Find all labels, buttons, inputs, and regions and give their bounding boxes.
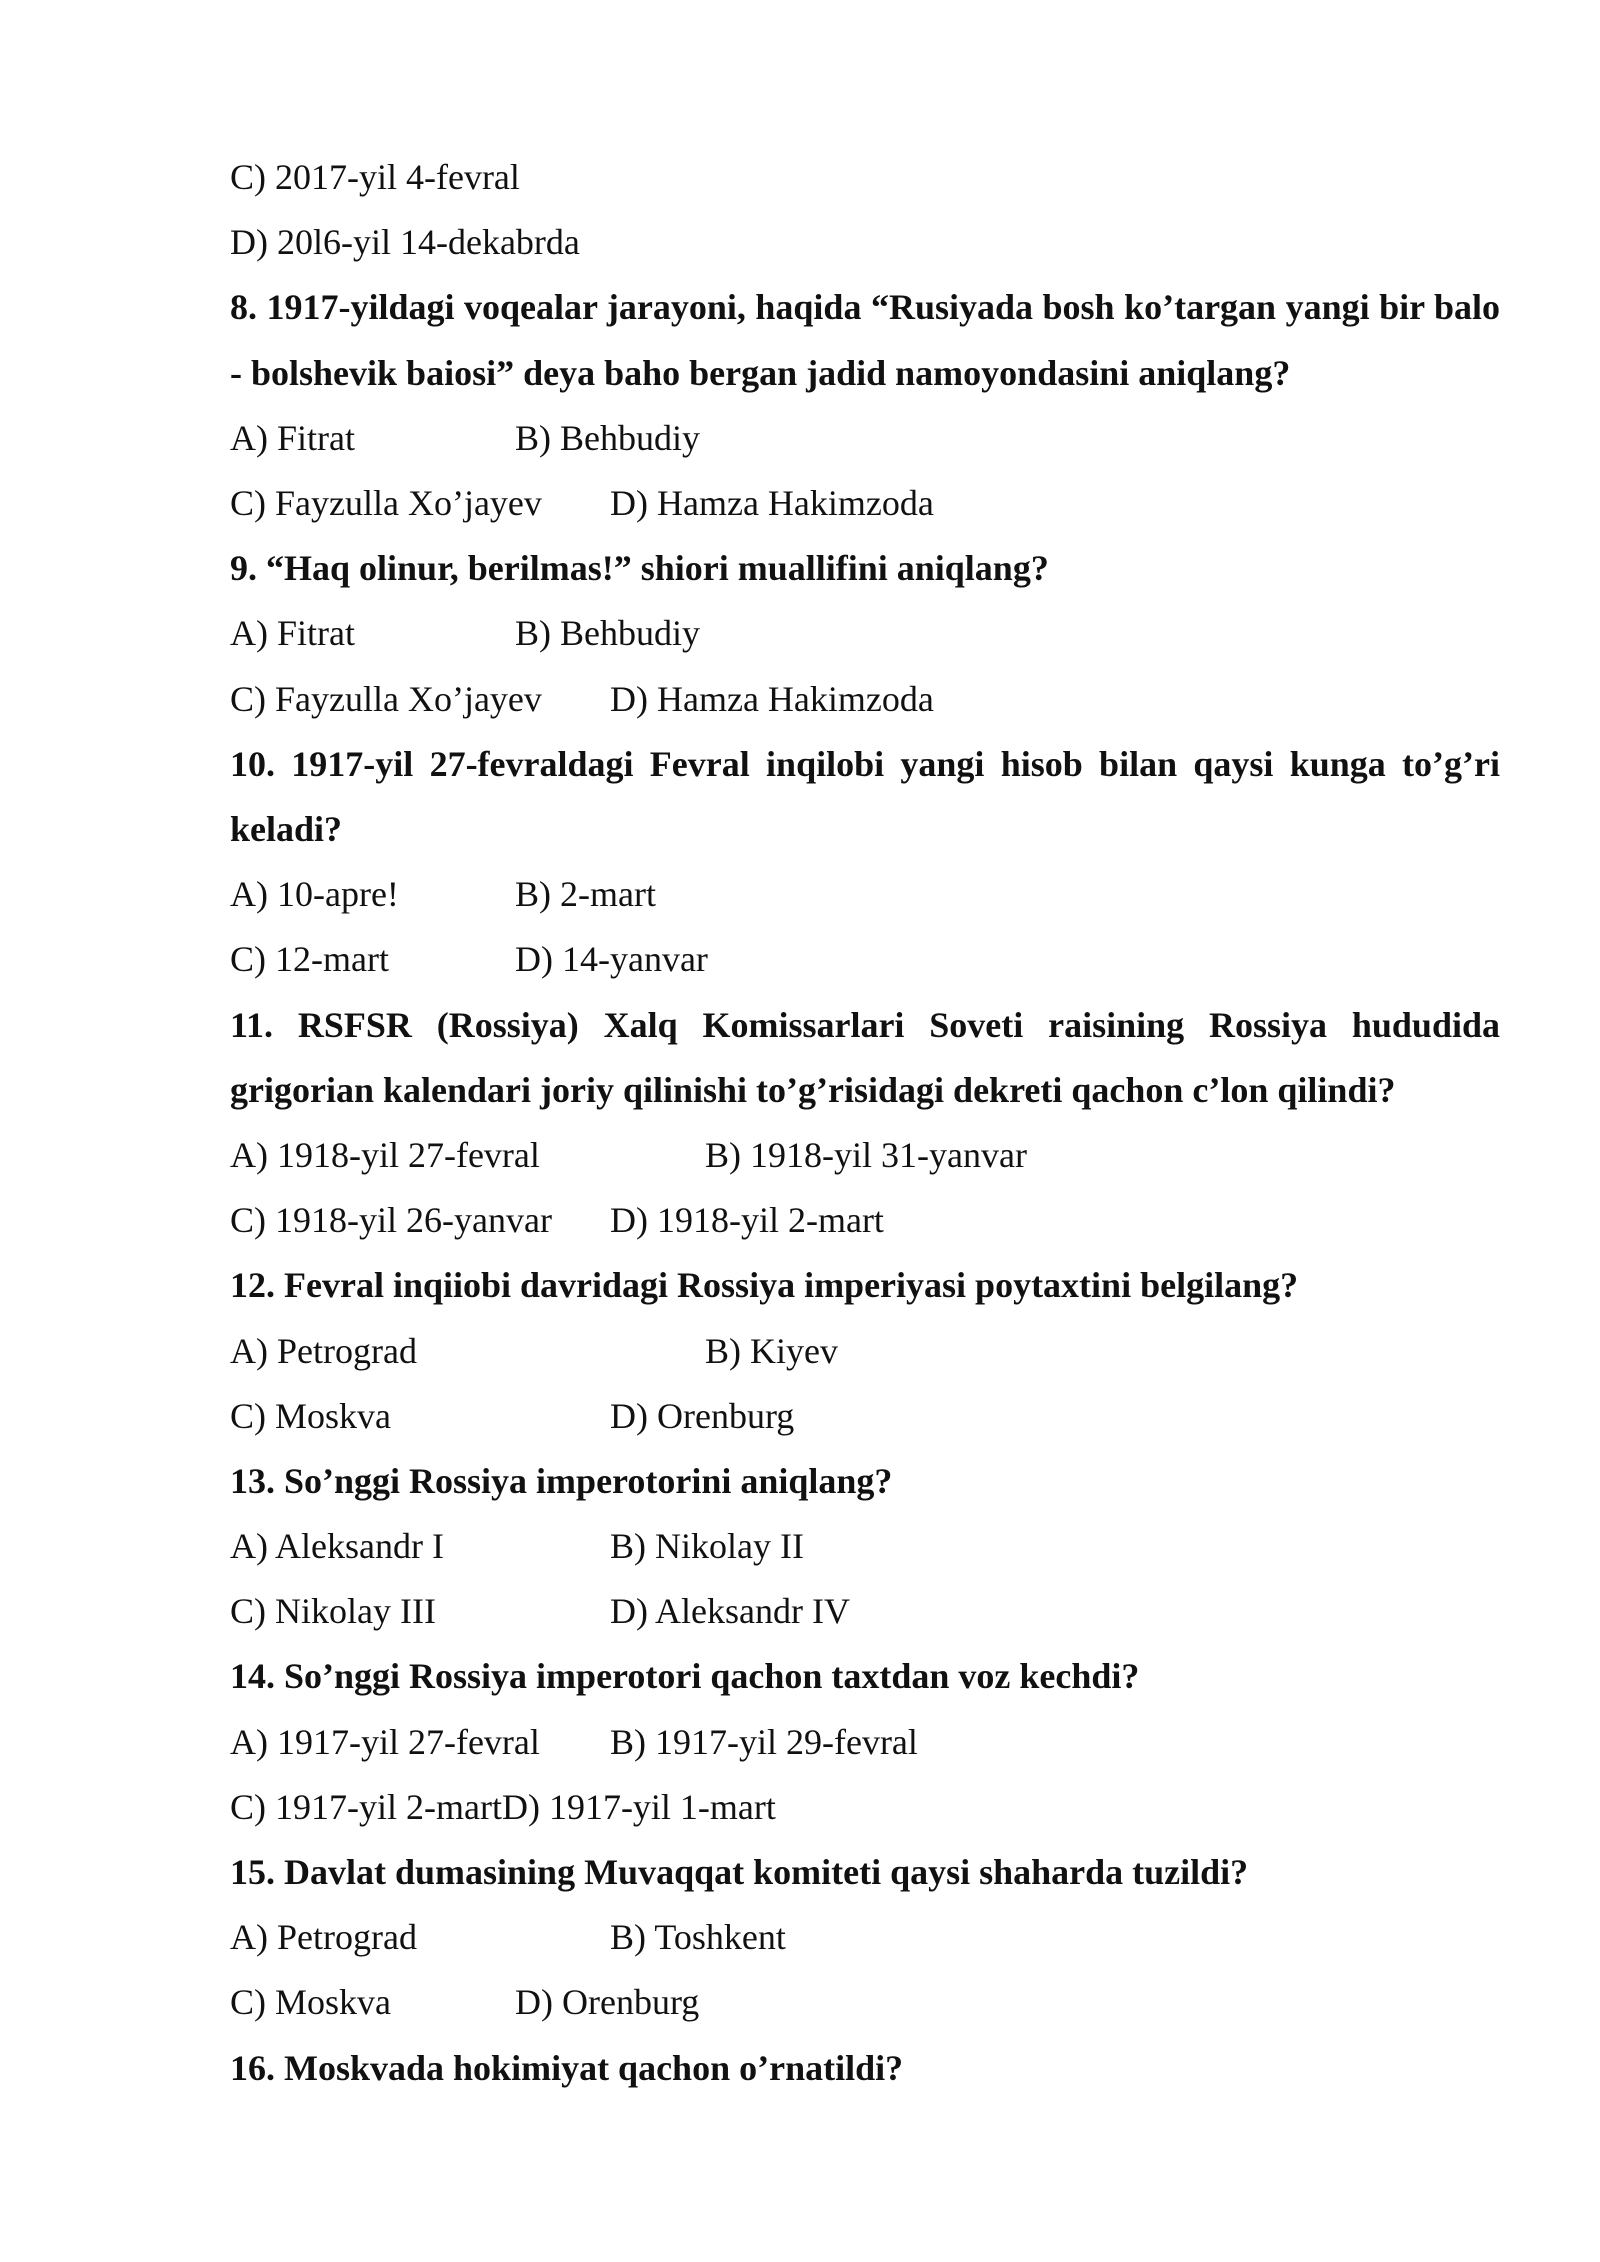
answer-option: D) 14-yanvar [515,939,708,980]
answer-option: A) 1917-yil 27-fevral [230,1721,540,1762]
answer-options-row [230,1579,1500,1644]
answer-options-row [230,406,1500,471]
answer-option: A) Petrograd [230,1917,417,1958]
answer-option: A) Petrograd [230,1330,417,1371]
answer-option: C) Fayzulla Xo’jayev [230,482,542,523]
answer-option: B) Toshkent [610,1917,786,1958]
answer-option: B) Kiyev [705,1330,838,1371]
answer-options-row [230,601,1500,666]
answer-options-row [230,667,1500,732]
answer-option: C) Moskva [230,1982,391,2023]
question-text: 16. Moskvada hokimiyat qachon o’rnatildi? [230,2047,904,2088]
question-text: 13. So’nggi Rossiya imperotorini aniqlang? [230,1460,893,1501]
answer-options-row [230,1710,1500,1775]
answer-option: D) Orenburg [610,1395,795,1436]
answer-option: A) Fitrat [230,613,355,654]
answer-option: B) Behbudiy [515,417,700,458]
answer-options-row [230,1905,1500,1970]
answer-options-row [230,1514,1500,1579]
answer-options-row [230,1188,1500,1253]
document-page [230,145,1500,2101]
question-text: 9. “Haq olinur, berilmas!” shiori muallifini aniqlang? [230,548,1049,589]
answer-option: C) Nikolay III [230,1591,436,1632]
answer-option: C) 1918-yil 26-yanvar [230,1200,552,1241]
answer-option: A) 10-apre! [230,874,399,915]
answer-option: B) 2-mart [515,874,656,915]
answer-option: C) 12-mart [230,939,389,980]
answer-option: A) 1918-yil 27-fevral [230,1134,540,1175]
answer-option: C) 2017-yil 4-fevral [230,157,520,197]
answer-option: A) Aleksandr I [230,1526,444,1567]
question-text: 8. 1917-yildagi voqealar jarayoni, haqida “Rusiyada bosh ko’targan yangi bir balo - bolshevik baiosi” deya baho bergan jadid namoyondasini aniqlang? [230,287,1500,393]
answer-options-row [230,1123,1500,1188]
answer-options-row [230,1319,1500,1384]
answer-option: C) 1917-yil 2-martD) 1917-yil 1-mart [230,1786,776,1827]
answer-option: B) 1918-yil 31-yanvar [705,1134,1027,1175]
answer-options-row [230,145,1500,210]
answer-option: D) Aleksandr IV [610,1591,850,1632]
answer-option: C) Fayzulla Xo’jayev [230,678,542,719]
answer-option: C) Moskva [230,1395,391,1436]
answer-option: B) 1917-yil 29-fevral [610,1721,918,1762]
answer-options-row [230,1775,1500,1840]
answer-option: D) 20l6-yil 14-dekabrda [230,222,580,263]
answer-options-row [230,862,1500,927]
answer-options-row [230,1384,1500,1449]
answer-option: D) 1918-yil 2-mart [610,1200,884,1241]
answer-option: B) Behbudiy [515,613,700,654]
answer-option: D) Hamza Hakimzoda [610,482,934,523]
answer-options-row [230,210,1500,275]
question-text: 11. RSFSR (Rossiya) Xalq Komissarlari Soveti raisining Rossiya hududida grigorian kalendari joriy qilinishi to’g’risidagi dekreti qachon c’lon qilindi? [230,1004,1500,1110]
question-text: 14. So’nggi Rossiya imperotori qachon taxtdan voz kechdi? [230,1656,1140,1697]
question-text: 10. 1917-yil 27-fevraldagi Fevral inqilobi yangi hisob bilan qaysi kunga to’g’ri keladi? [230,743,1500,849]
answer-option: B) Nikolay II [610,1526,804,1567]
answer-option: D) Hamza Hakimzoda [610,678,934,719]
question-text: 12. Fevral inqiiobi davridagi Rossiya imperiyasi poytaxtini belgilang? [230,1265,1299,1306]
answer-options-row [230,471,1500,536]
answer-options-row [230,927,1500,992]
answer-options-row [230,1970,1500,2035]
question-text: 15. Davlat dumasining Muvaqqat komiteti qaysi shaharda tuzildi? [230,1852,1249,1893]
answer-option: A) Fitrat [230,417,355,458]
answer-option: D) Orenburg [515,1982,700,2023]
